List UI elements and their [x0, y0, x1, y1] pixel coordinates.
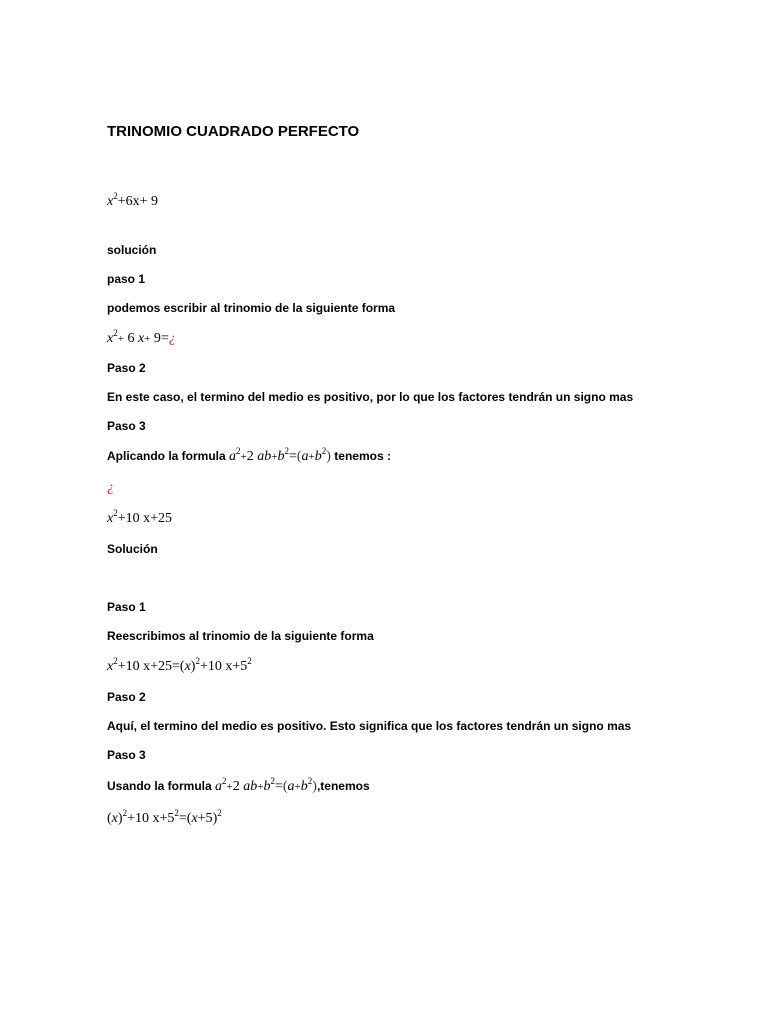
f1-pb: b: [314, 449, 322, 464]
f1-eq: =: [288, 449, 297, 464]
f2-coef: 2: [232, 779, 244, 794]
f2-eq: =: [274, 779, 283, 794]
ex2-res-lparen: (: [107, 811, 112, 826]
f1-a: a: [229, 449, 237, 464]
ex1-rewrite: [107, 328, 176, 347]
ex2-expr-exp: 2: [113, 508, 118, 518]
f2-a-exp: 2: [222, 776, 227, 786]
ex1-rw-mark: ¿: [168, 331, 176, 346]
ex2-res-rhs-rest: +5: [197, 811, 213, 826]
ex1-rw-term3: 9: [153, 331, 161, 346]
ex2-res-eq: =: [178, 811, 187, 826]
ex2-res-rhs-exp: 2: [217, 808, 222, 818]
ex1-rw-op2: +: [144, 333, 151, 345]
f1-plus2: +: [271, 451, 278, 463]
ex1-paso3-after: tenemos :: [334, 449, 391, 463]
ex2-expression: [107, 508, 173, 527]
ex1-rw-term2: 6: [127, 331, 138, 346]
ex2-rewrite: [107, 656, 252, 675]
ex2-res-mid: +10 x+5: [127, 811, 175, 826]
ex2-rw-paren-var: x: [184, 659, 191, 674]
ex2-res-lparen2: (: [186, 811, 192, 826]
ex2-result: [107, 808, 222, 827]
ex2-rw-lparen: (: [179, 659, 185, 674]
f1-pa: a: [301, 449, 309, 464]
ex2-paso2-text: Aquí, el termino del medio es positivo. Esto significa que los factores tendrán un signo mas: [107, 719, 632, 733]
ex1-expr-base: x: [107, 194, 114, 209]
f2-plus1: +: [226, 781, 233, 793]
ex1-rw-op1: +: [117, 333, 124, 345]
ex2-formula: [215, 776, 317, 794]
ex1-solucion-label: solución: [107, 243, 157, 257]
f1-b: b: [277, 449, 285, 464]
ex2-paso3-label: Paso 3: [107, 748, 146, 762]
ex1-rw-var2: x: [137, 331, 145, 346]
ex1-paso3-line: [107, 446, 391, 465]
f1-plus1: +: [240, 451, 247, 463]
f2-ab: ab: [243, 779, 258, 794]
f2-b-exp: 2: [270, 776, 275, 786]
ex2-res-rparen2: ): [212, 811, 218, 826]
f1-lparen: (: [296, 449, 302, 464]
f2-rparen: ): [312, 779, 317, 794]
ex2-res-lhs-var: x: [111, 811, 118, 826]
ex1-expr-exp: 2: [113, 191, 118, 201]
ex1-formula: [229, 446, 331, 464]
f2-plus2: +: [257, 781, 264, 793]
ex2-paso2-label: Paso 2: [107, 690, 146, 704]
f2-lparen: (: [282, 779, 288, 794]
ex1-rw-eq: =: [160, 331, 169, 346]
ex1-expr-rest: +6x+ 9: [117, 194, 159, 209]
ex2-solucion-label: Solución: [107, 542, 158, 556]
ex2-rw-paren-exp: 2: [195, 656, 200, 666]
f2-b: b: [263, 779, 271, 794]
ex2-res-rhs-var: x: [191, 811, 198, 826]
ex2-rw-rparen: ): [190, 659, 196, 674]
ex2-rw-base: x: [107, 659, 114, 674]
ex2-expr-rest: +10 x+25: [117, 511, 173, 526]
f1-rparen: ): [326, 449, 331, 464]
ex1-rw-base: x: [107, 331, 114, 346]
ex2-res-mid-exp: 2: [174, 808, 179, 818]
ex2-rw-mid: +10 x+25=: [117, 659, 180, 674]
f2-pplus: +: [294, 781, 301, 793]
document-title: TRINOMIO CUADRADO PERFECTO: [107, 123, 360, 140]
ex2-expr-base: x: [107, 511, 114, 526]
f2-a: a: [215, 779, 223, 794]
ex2-paso3-after: ,tenemos: [316, 779, 370, 793]
ex2-paso3-line: [107, 776, 370, 795]
ex1-paso1-label: paso 1: [107, 272, 146, 286]
ex1-paso2-text: En este caso, el termino del medio es positivo, por lo que los factores tendrán un signo mas: [107, 390, 634, 404]
ex1-paso1-text: podemos escribir al trinomio de la siguiente forma: [107, 301, 396, 315]
ex2-paso1-text: Reescribimos al trinomio de la siguiente forma: [107, 629, 374, 643]
f2-pa: a: [287, 779, 295, 794]
ex2-res-rparen: ): [117, 811, 123, 826]
f1-coef: 2: [246, 449, 258, 464]
f1-b-exp: 2: [284, 446, 289, 456]
f1-ab: ab: [257, 449, 272, 464]
ex1-paso2-label: Paso 2: [107, 361, 146, 375]
ex2-rw-last-exp: 2: [247, 656, 252, 666]
f1-pb-exp: 2: [321, 446, 327, 456]
f2-pb-exp: 2: [307, 776, 313, 786]
ex1-rw-exp: 2: [113, 328, 118, 338]
ex2-paso1-label: Paso 1: [107, 600, 146, 614]
ex1-paso3-label: Paso 3: [107, 419, 146, 433]
ex2-rw-mid2: +10 x+5: [199, 659, 248, 674]
ex1-expression: [107, 191, 159, 210]
ex2-rw-exp: 2: [113, 656, 118, 666]
ex2-res-lhs-exp: 2: [122, 808, 128, 818]
ex1-paso3-before: Aplicando la formula: [107, 449, 226, 463]
f1-pplus: +: [308, 451, 315, 463]
f2-pb: b: [300, 779, 308, 794]
ex1-mark-line: ¿: [107, 480, 114, 495]
f1-a-exp: 2: [236, 446, 241, 456]
ex2-paso3-before: Usando la formula: [107, 779, 212, 793]
